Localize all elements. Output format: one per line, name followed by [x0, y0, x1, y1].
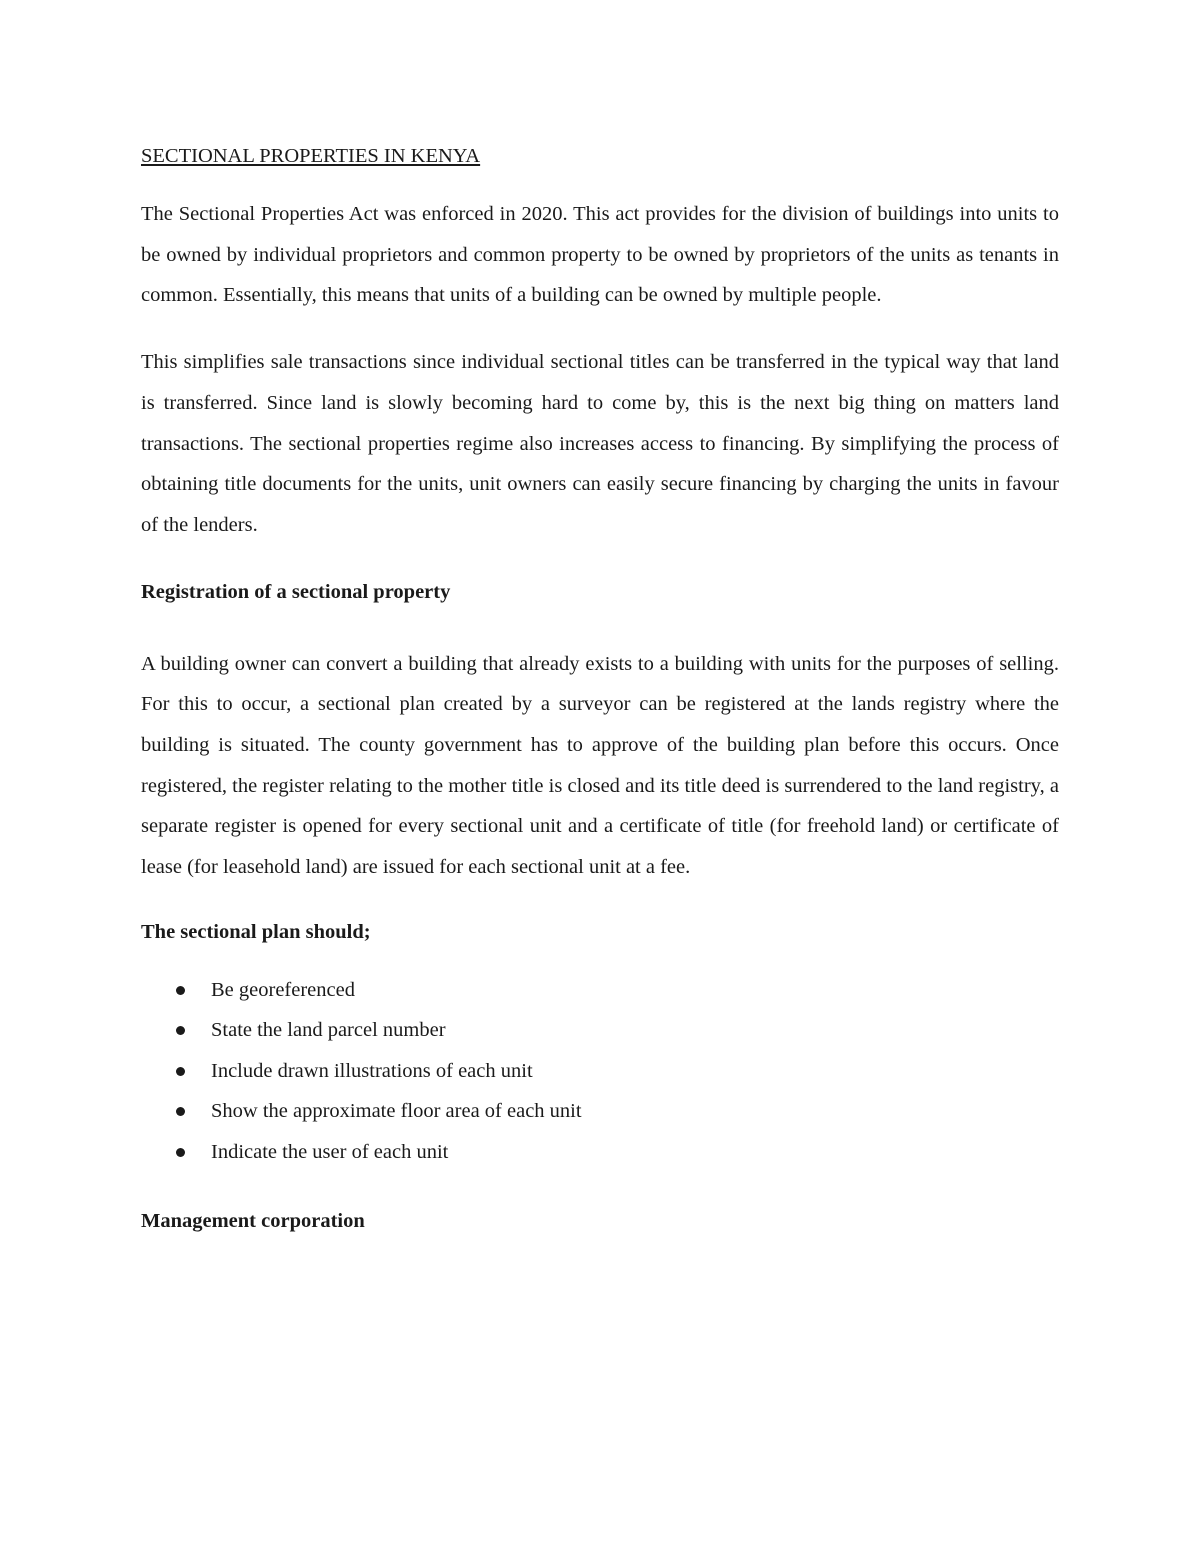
intro-paragraph: The Sectional Properties Act was enforced in 2020. This act provides for the division of buildings into units to be owned by individual proprietors and common property to be owned by proprietors of the units as tenants in common. Essentially, this means that units of a building can be owned by multiple people. — [141, 203, 1059, 307]
list-item-text: Indicate the user of each unit — [211, 1140, 449, 1163]
bullet-icon — [176, 1107, 185, 1116]
list-item-text: State the land parcel number — [211, 1019, 446, 1042]
registration-paragraph: A building owner can convert a building that already exists to a building with units for the purposes of selling. For this to occur, a sectional plan created by a surveyor can be registered at the lands registry where the building is situated. The county government has to approve of the building plan before this occurs. Once registered, the register relating to the mother title is closed and its title deed is surrendered to the land registry, a separate register is opened for every sectional unit and a certificate of title (for freehold land) or certificate of lease (for leasehold land) are issued for each sectional unit at a fee. — [141, 652, 1059, 879]
sectional-plan-list — [141, 970, 1059, 1173]
bullet-icon — [176, 1026, 185, 1035]
list-item-text: Include drawn illustrations of each unit — [211, 1059, 533, 1082]
list-item — [141, 970, 1059, 1011]
list-item — [141, 1132, 1059, 1173]
list-item-text: Be georeferenced — [211, 978, 355, 1001]
bullet-icon — [176, 1148, 185, 1157]
sectional-plan-heading: The sectional plan should; — [141, 920, 371, 943]
benefits-paragraph: This simplifies sale transactions since individual sectional titles can be transferred in the typical way that land is transferred. Since land is slowly becoming hard to come by, this is the next big thing on matters land transactions. The sectional properties regime also increases access to financing. By simplifying the process of obtaining title documents for the units, unit owners can easily secure financing by charging the units in favour of the lenders. — [141, 351, 1059, 536]
bullet-icon — [176, 986, 185, 995]
list-item-text: Show the approximate floor area of each unit — [211, 1100, 582, 1123]
document-title: SECTIONAL PROPERTIES IN KENYA — [141, 145, 481, 167]
list-item — [141, 1091, 1059, 1132]
bullet-icon — [176, 1067, 185, 1076]
management-heading: Management corporation — [141, 1210, 365, 1233]
list-item — [141, 1051, 1059, 1092]
list-item — [141, 1010, 1059, 1051]
registration-heading: Registration of a sectional property — [141, 580, 451, 603]
document-page — [141, 142, 1059, 1235]
